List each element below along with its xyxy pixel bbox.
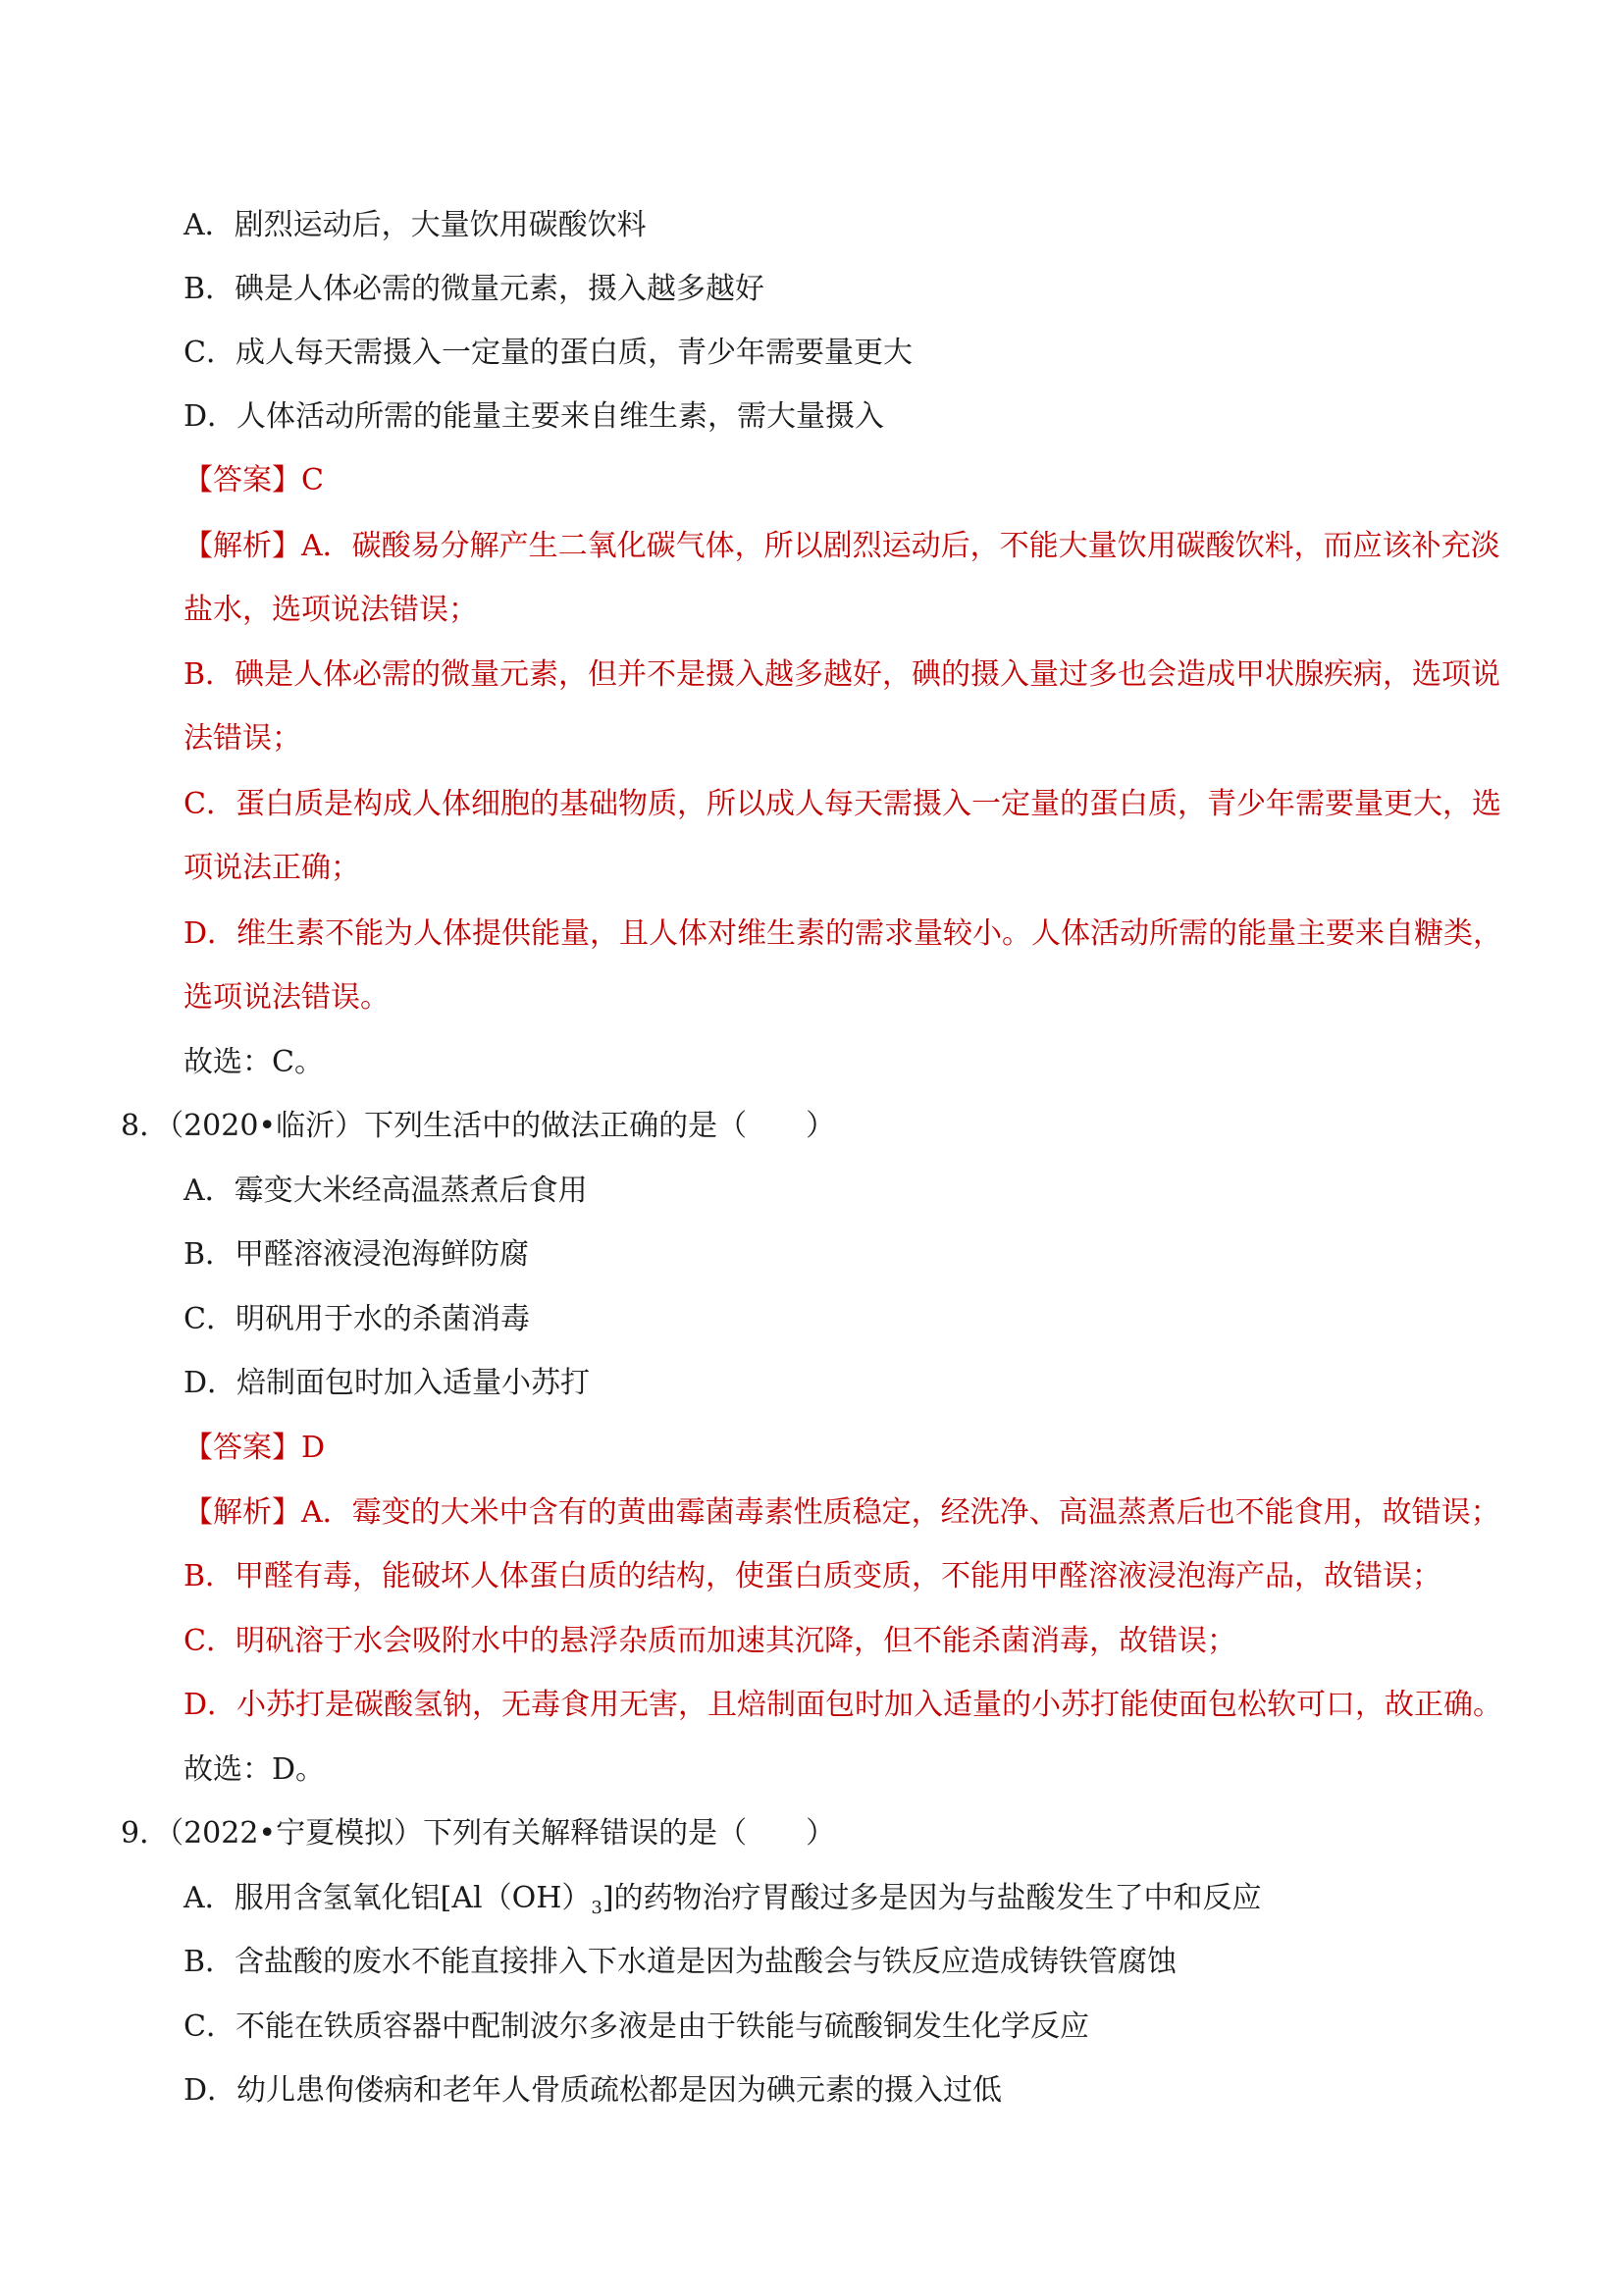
- q7-analysis-line: [183, 527, 1500, 566]
- q7-option-c: C．成人每天需摄入一定量的蛋白质，青少年需要量更大: [183, 336, 913, 370]
- q8-answer-line: [183, 1429, 325, 1468]
- q8-option-c: C．明矾用于水的杀菌消毒: [183, 1302, 530, 1336]
- q7-analysis-line: C．蛋白质是构成人体细胞的基础物质，所以成人每天需摄入一定量的蛋白质，青少年需要量更大，选: [183, 787, 1501, 821]
- q9-option-a-text: ]的药物治疗胃酸过多是因为与盐酸发生了中和反应: [602, 1881, 1262, 1915]
- q7-option-b: B．碘是人体必需的微量元素，摄入越多越好: [183, 272, 765, 306]
- q7-answer-line: [183, 461, 324, 500]
- analysis-tag: 【解析】: [183, 529, 301, 563]
- q7-option-d: D．人体活动所需的能量主要来自维生素，需大量摄入: [183, 399, 885, 434]
- q9-option-c: C．不能在铁质容器中配制波尔多液是由于铁能与硫酸铜发生化学反应: [183, 2009, 1089, 2044]
- answer-value: C: [301, 463, 324, 497]
- q8-stem: 8．（2020•临沂）下列生活中的做法正确的是（ ）: [121, 1109, 836, 1143]
- q9-option-b: B．含盐酸的废水不能直接排入下水道是因为盐酸会与铁反应造成铸铁管腐蚀: [183, 1945, 1178, 1979]
- analysis-text: A．碳酸易分解产生二氧化碳气体，所以剧烈运动后，不能大量饮用碳酸饮料，而应该补充淡: [301, 529, 1500, 563]
- q9-option-a-text: A．服用含氢氧化铝[Al（OH）: [183, 1881, 592, 1915]
- analysis-tag: 【解析】: [183, 1495, 301, 1530]
- q8-option-d: D．焙制面包时加入适量小苏打: [183, 1366, 591, 1400]
- q8-option-b: B．甲醛溶液浸泡海鲜防腐: [183, 1237, 530, 1272]
- q8-analysis-line: D．小苏打是碳酸氢钠，无毒食用无害，且焙制面包时加入适量的小苏打能使面包松软可口，故正确。: [183, 1688, 1503, 1722]
- q8-option-a: A．霉变大米经高温蒸煮后食用: [183, 1174, 588, 1208]
- q7-analysis-line: 盐水，选项说法错误；: [183, 593, 478, 627]
- q7-conclusion: 故选：C。: [183, 1045, 324, 1079]
- q9-option-d: D．幼儿患佝偻病和老年人骨质疏松都是因为碘元素的摄入过低: [183, 2073, 1003, 2108]
- answer-tag: 【答案】: [183, 463, 301, 497]
- answer-tag: 【答案】: [183, 1431, 301, 1465]
- analysis-text: A．霉变的大米中含有的黄曲霉菌毒素性质稳定，经洗净、高温蒸煮后也不能食用，故错误；: [301, 1495, 1500, 1530]
- q9-option-a: [183, 1879, 1262, 1928]
- q9-stem: 9．（2022•宁夏模拟）下列有关解释错误的是（ ）: [121, 1816, 836, 1851]
- q7-analysis-line: D．维生素不能为人体提供能量，且人体对维生素的需求量较小。人体活动所需的能量主要来自糖类，: [183, 916, 1503, 951]
- q7-analysis-line: 法错误；: [183, 721, 301, 756]
- q8-conclusion: 故选：D。: [183, 1752, 326, 1787]
- q8-analysis-line: [183, 1493, 1500, 1533]
- q7-analysis-line: 项说法正确；: [183, 851, 360, 885]
- q8-analysis-line: B．甲醛有毒，能破坏人体蛋白质的结构，使蛋白质变质，不能用甲醛溶液浸泡海产品，故错误；: [183, 1559, 1442, 1593]
- q8-analysis-line: C．明矾溶于水会吸附水中的悬浮杂质而加速其沉降，但不能杀菌消毒，故错误；: [183, 1624, 1236, 1658]
- answer-value: D: [301, 1431, 326, 1465]
- subscript: 3: [591, 1898, 602, 1918]
- q7-analysis-line: B．碘是人体必需的微量元素，但并不是摄入越多越好，碘的摄入量过多也会造成甲状腺疾病，选项说: [183, 657, 1501, 692]
- q7-option-a: A．剧烈运动后，大量饮用碳酸饮料: [183, 208, 647, 242]
- q7-analysis-line: 选项说法错误。: [183, 980, 390, 1015]
